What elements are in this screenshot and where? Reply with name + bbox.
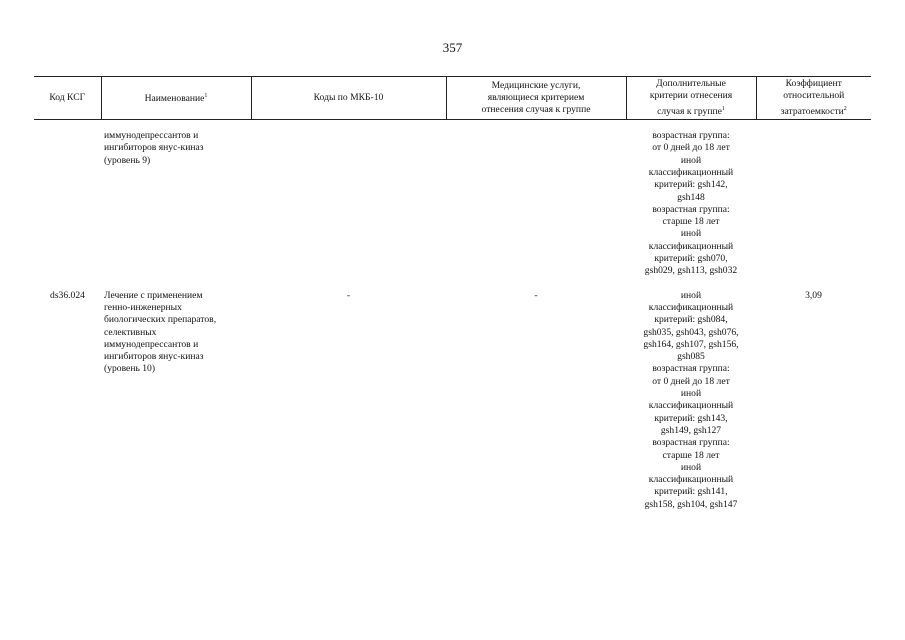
cell-line: gsh164, gsh107, gsh156, <box>643 338 739 350</box>
cell-line: gsh035, gsh043, gsh076, <box>643 326 739 338</box>
cell-line: gsh158, gsh104, gsh147 <box>644 498 738 510</box>
cell-line: ингибиторов янус-киназ <box>104 351 204 363</box>
cell-line: иной <box>680 461 702 473</box>
header-mkb: Коды по МКБ-10 <box>251 77 446 120</box>
cell-line: критерий: gsh070, <box>654 253 728 265</box>
cell-line: критерий: gsh084, <box>654 314 728 326</box>
header-name-footnote: 1 <box>204 93 208 100</box>
cell-line: от 0 дней до 18 лет <box>652 375 730 387</box>
header-criteria: Дополнительные критерии отнесения случая к группе$^1$ <box>626 77 756 120</box>
cell-line: иной <box>680 154 702 166</box>
page-number: 357 <box>442 40 463 55</box>
cell-line: (уровень 10) <box>104 363 156 375</box>
header-coefficient: Коэффициент относительной затратоемкости$^2$ <box>756 77 871 120</box>
cell-line: Лечение с применением <box>104 289 203 301</box>
cell-line: селективных <box>104 326 157 338</box>
cell-line: старше 18 лет <box>662 449 720 461</box>
cell-line: возрастная группа: <box>652 130 730 142</box>
cell-line: gsh148 <box>677 191 705 203</box>
table-row <box>34 290 871 511</box>
row-name <box>101 130 251 278</box>
row-name <box>101 290 251 511</box>
row-services <box>446 130 626 278</box>
cell-line: критерий: gsh143, <box>654 412 728 424</box>
table-row <box>34 130 871 278</box>
cell-line: возрастная группа: <box>652 203 730 215</box>
cell-line: gsh029, gsh113, gsh032 <box>644 265 738 277</box>
cell-line: критерий: gsh141, <box>654 486 728 498</box>
row-services: - <box>534 289 538 301</box>
cell-line: классификационный <box>648 301 734 313</box>
header-criteria-footnote: 1 <box>721 105 725 112</box>
cell-line: gsh085 <box>677 351 705 363</box>
row-mkb: - <box>346 289 351 301</box>
row-code <box>34 130 101 278</box>
cell-line: классификационный <box>648 474 734 486</box>
cell-line: (уровень 9) <box>104 154 151 166</box>
table-header-row <box>34 77 871 120</box>
cell-line: иной <box>680 228 702 240</box>
cell-line: иммунодепрессантов и <box>104 130 199 142</box>
cell-line: иной <box>680 289 702 301</box>
cell-line: возрастная группа: <box>652 363 730 375</box>
cell-line: старше 18 лет <box>662 216 720 228</box>
cell-line: критерий: gsh142, <box>654 179 728 191</box>
ksg-table <box>34 76 871 511</box>
cell-line: иной <box>680 388 702 400</box>
row-coefficient: 3,09 <box>805 289 822 301</box>
header-name: Наименование$^1$ <box>101 77 251 120</box>
cell-line: генно-инженерных <box>104 301 182 313</box>
cell-line: классификационный <box>648 166 734 178</box>
header-code: Код КСГ <box>34 77 101 120</box>
cell-line: gsh149, gsh127 <box>660 424 722 436</box>
header-coef-footnote: 2 <box>843 105 847 112</box>
row-coefficient <box>756 130 871 278</box>
row-mkb <box>251 130 446 278</box>
cell-line: от 0 дней до 18 лет <box>652 142 730 154</box>
row-code: ds36.024 <box>50 289 85 301</box>
cell-line: биологических препаратов, <box>104 314 217 326</box>
row-criteria <box>626 130 756 278</box>
cell-line: классификационный <box>648 240 734 252</box>
cell-line: ингибиторов янус-киназ <box>104 142 204 154</box>
header-services: Медицинские услуги, являющиеся критерием отнесения случая к группе <box>446 77 626 120</box>
cell-line: возрастная группа: <box>652 437 730 449</box>
cell-line: иммунодепрессантов и <box>104 338 199 350</box>
row-criteria <box>626 290 756 511</box>
cell-line: классификационный <box>648 400 734 412</box>
